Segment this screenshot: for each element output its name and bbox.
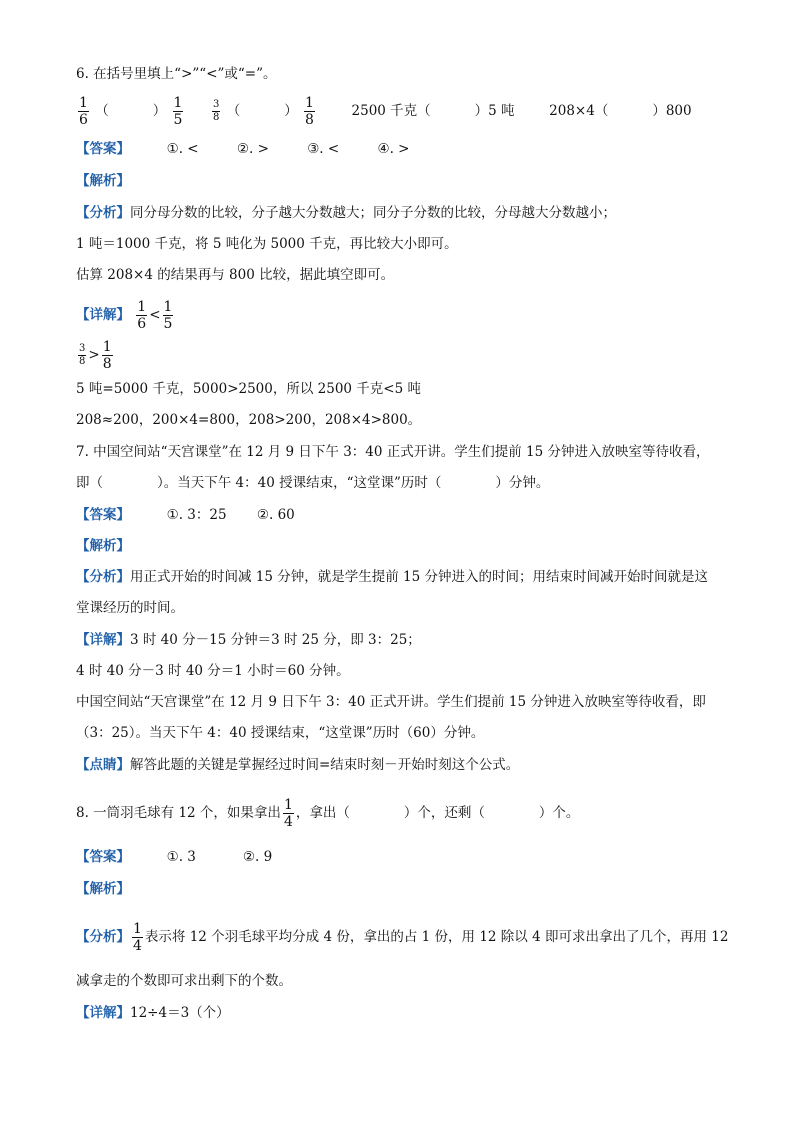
answer-label: 【答案】 xyxy=(76,507,130,523)
q7-xiangjie-2: 4 时 40 分－3 时 40 分＝1 小时＝60 分钟。 xyxy=(76,663,350,679)
q6-fenxi xyxy=(76,203,616,223)
answer-item: ②. 60 xyxy=(256,507,295,523)
compare-sign: > xyxy=(88,347,100,363)
xiangjie-label: 【详解】 xyxy=(76,1005,130,1021)
dianjing-label: 【点睛】 xyxy=(76,757,130,773)
answer-label: 【答案】 xyxy=(76,849,130,865)
fraction: $\frac{1}{5}$ xyxy=(173,95,183,128)
answer-item: ①. 3：25 xyxy=(166,507,227,523)
fraction: $\frac{1}{4}$ xyxy=(283,797,293,830)
fenxi-text: 表示将 12 个羽毛球平均分成 4 份，拿出的占 1 份，用 12 除以 4 即可求出拿出了几个，再用 12 xyxy=(144,929,729,945)
q6-xiangjie-3: 5 吨=5000 千克，5000>2500，所以 2500 千克<5 吨 xyxy=(76,381,421,397)
q6-fenxi-line2: 1 吨＝1000 千克，将 5 吨化为 5000 千克，再比较大小即可。 xyxy=(76,236,458,252)
paren-close: ） xyxy=(152,103,167,119)
q6-items xyxy=(76,96,692,127)
q7-line2: 即（ ）。当天下午 4：40 授课结束，“这堂课”历时（ ）分钟。 xyxy=(76,475,550,491)
q7-xiangjie-3: 中国空间站“天宫课堂”在 12 月 9 日下午 3：40 正式开讲。学生们提前 15 分钟进入放映室等待收看，即 xyxy=(76,694,706,710)
q6-xiangjie-1 xyxy=(76,300,175,331)
fraction: $\frac{1}{4}$ xyxy=(133,921,142,954)
fraction: $\frac{1}{8}$ xyxy=(102,339,112,372)
q6-title: 6. 在括号里填上“>”“<”或“=”。 xyxy=(76,66,277,82)
q7-dianjing xyxy=(76,755,519,775)
paren-open: （ xyxy=(226,103,241,119)
analysis-label: 【解析】 xyxy=(76,881,130,897)
xiangjie-label: 【详解】 xyxy=(76,632,130,648)
q7-xiangjie-1 xyxy=(76,630,421,650)
xiangjie-label: 【详解】 xyxy=(76,307,130,323)
product-compare-right: ）800 xyxy=(652,103,692,119)
dianjing-text: 解答此题的关键是掌握经过时间=结束时刻－开始时刻这个公式。 xyxy=(130,757,520,773)
q8-answer-row xyxy=(76,847,272,867)
fraction: $\frac{3}{8}$ xyxy=(213,99,220,123)
analysis-label: 【解析】 xyxy=(76,538,130,554)
compare-sign: < xyxy=(149,307,161,323)
paren-close: ） xyxy=(284,103,298,119)
answer-item: ②. > xyxy=(236,141,269,157)
fraction: $\frac{1}{6}$ xyxy=(79,95,88,128)
product-compare-left: 208×4（ xyxy=(549,103,609,119)
xiangjie-text: 3 时 40 分－15 分钟＝3 时 25 分，即 3：25； xyxy=(130,632,421,648)
q7-xiangjie-4: （3：25）。当天下午 4：40 授课结束，“这堂课”历时（60）分钟。 xyxy=(76,725,485,741)
q8-fenxi-line2: 减拿走的个数即可求出剩下的个数。 xyxy=(76,973,292,989)
fraction: $\frac{1}{5}$ xyxy=(163,299,173,332)
answer-label: 【答案】 xyxy=(76,141,130,157)
fenxi-text: 用正式开始的时间减 15 分钟，就是学生提前 15 分钟进入的时间；用结束时间减开始时间就是这 xyxy=(130,569,709,585)
fenxi-label: 【分析】 xyxy=(76,205,130,221)
q8-prefix: 8. 一筒羽毛球有 12 个，如果拿出 xyxy=(76,805,281,821)
fraction: $\frac{1}{8}$ xyxy=(305,95,314,128)
paren-open: （ xyxy=(95,103,109,119)
q8-fenxi xyxy=(76,922,728,953)
answer-item: ④. > xyxy=(377,141,410,157)
answer-item: ②. 9 xyxy=(242,849,273,865)
fenxi-text: 同分母分数的比较，分子越大分数越大；同分子分数的比较，分母越大分数越小； xyxy=(130,205,616,221)
xiangjie-text: 12÷4＝3（个） xyxy=(130,1005,230,1021)
weight-compare-right: ）5 吨 xyxy=(474,103,515,119)
fraction: $\frac{1}{6}$ xyxy=(137,299,147,332)
q8-suffix: ，拿出（ ）个，还剩（ ）个。 xyxy=(295,805,580,821)
q7-fenxi xyxy=(76,567,708,587)
answer-item: ①. < xyxy=(166,141,199,157)
q7-line1: 7. 中国空间站“天宫课堂”在 12 月 9 日下午 3：40 正式开讲。学生们提前 15 分钟进入放映室等待收看， xyxy=(76,444,710,460)
q6-xiangjie-4: 208≈200，200×4=800，208>200，208×4>800。 xyxy=(76,412,422,428)
q6-xiangjie-2 xyxy=(76,340,115,371)
q6-fenxi-line3: 估算 208×4 的结果再与 800 比较，据此填空即可。 xyxy=(76,267,395,283)
fenxi-label: 【分析】 xyxy=(76,569,130,585)
analysis-label: 【解析】 xyxy=(76,173,130,189)
fenxi-label: 【分析】 xyxy=(76,929,130,945)
q8-xiangjie-1 xyxy=(76,1003,230,1023)
q7-answer-row xyxy=(76,505,295,525)
weight-compare-left: 2500 千克（ xyxy=(351,103,431,119)
fraction: $\frac{3}{8}$ xyxy=(79,343,86,367)
answer-item: ③. < xyxy=(307,141,340,157)
q6-answer-row xyxy=(76,139,409,159)
q8-question xyxy=(76,798,579,829)
answer-item: ①. 3 xyxy=(166,849,196,865)
q7-fenxi-line2: 堂课经历的时间。 xyxy=(76,600,184,616)
